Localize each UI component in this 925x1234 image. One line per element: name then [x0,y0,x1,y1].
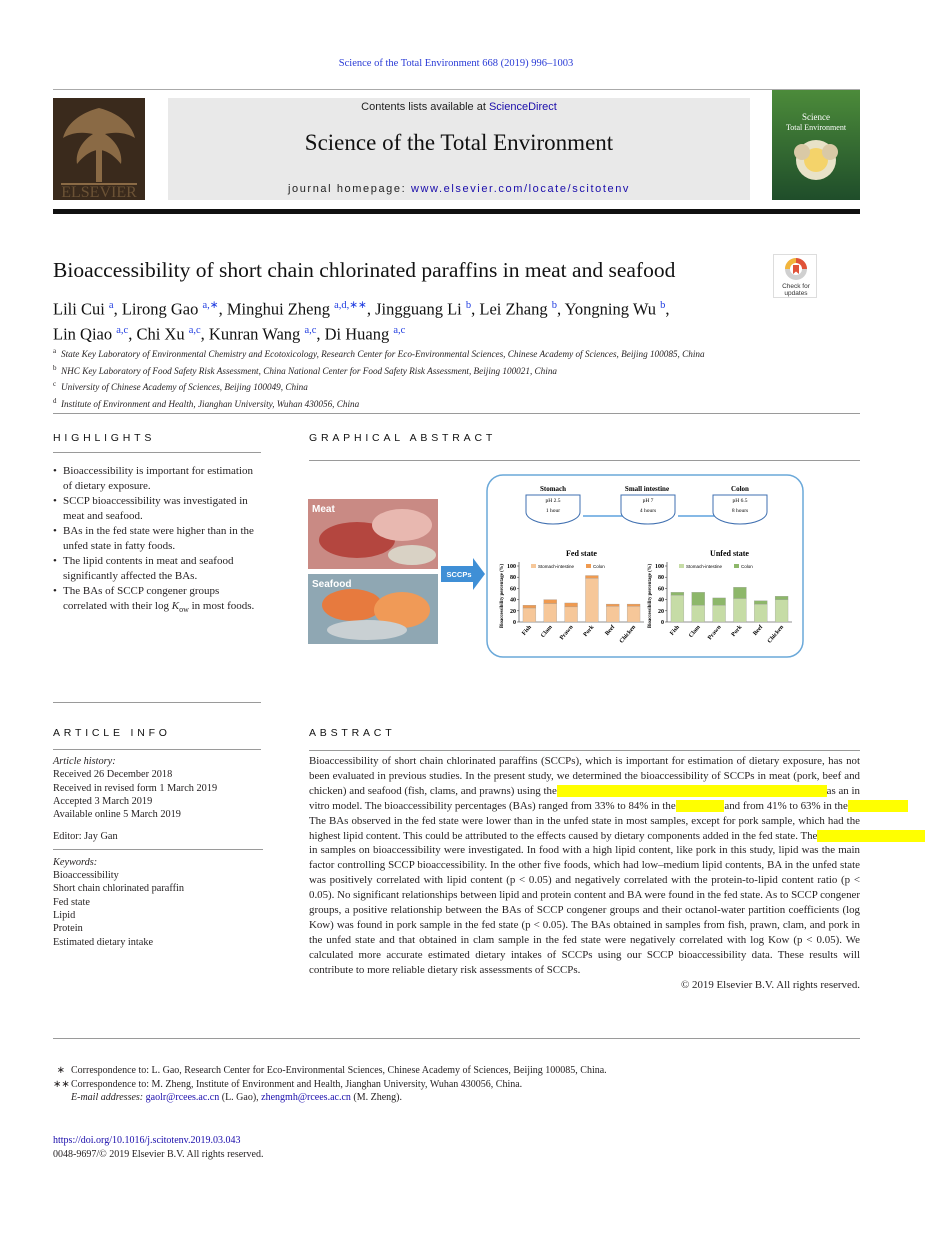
affiliation [53,378,853,395]
bar-segment [585,578,598,622]
keyword: Lipid [53,909,76,921]
y-tick-label: 80 [510,575,516,582]
x-tick-label: Fish [521,624,533,637]
contents-line: Contents lists available at ScienceDirect [361,101,557,113]
x-tick-label: Prawn [707,624,723,642]
y-tick-label: 60 [510,586,516,593]
bar-segment [692,592,705,605]
x-tick-label: Prawn [559,624,575,642]
bar-segment [775,596,788,599]
stage-name: Small intestine [624,485,670,493]
y-tick-label: 60 [658,586,664,593]
author-affiliation-marker[interactable]: a,d,∗∗ [334,300,367,311]
keyword: Protein [53,923,83,935]
x-tick-label: Beef [604,624,617,637]
editor-line: Editor: Jay Gan [53,831,118,843]
author-list: Lili Cui $^a$, Lirong Gao $^{a,∗}$, Minghui Zheng $^{a,d,∗∗}$, Jingguang Li $^b$, Lei Zhang $^b$, Yongning Wu $^b$, Lin Qiao $^{a,c}$, Chi Xu $^{a,c}$, Kunran Wang $^{a,c}$, Di Huang $^{a,c}$ [53,299,670,343]
legend-label: Colon [593,564,605,569]
history-item: Received 26 December 2018 [53,769,173,781]
homepage-link[interactable]: www.elsevier.com/locate/scitotenv [410,183,631,195]
stage-time: 8 hours [731,508,749,514]
x-tick-label: Fish [669,624,681,637]
y-tick-label: 100 [507,564,516,570]
stage-ph: pH 2.5 [545,498,561,504]
author-name[interactable]: Di Huang [324,324,390,343]
email-link-gao[interactable]: gaolr@rcees.ac.cn [145,1092,220,1103]
bar-segment [523,605,536,608]
footnote-rule [53,1038,860,1039]
history-item: Received in revised form 1 March 2019 [53,782,218,794]
keyword: Short chain chlorinated paraffin [53,883,185,895]
author-affiliation-marker[interactable]: a,c [188,324,201,336]
x-tick-label: Pork [730,624,744,638]
author-name[interactable]: Jingguang Li [375,299,462,319]
highlight-redaction [848,800,908,812]
y-axis-label: Bioaccessibility percentage (%) [648,563,653,629]
history-label: Article history: [53,756,116,767]
stage-ph: pH 6.5 [732,498,748,504]
homepage-line: journal homepage: www.elsevier.com/locate/scitotenv [287,183,631,195]
journal-header [168,98,750,200]
keyword: Estimated dietary intake [53,936,154,948]
publisher-logo-text: ELSEVIER [61,184,137,200]
legend-swatch [531,564,536,568]
x-tick-label: Chicken [766,624,786,645]
x-tick-label: Clam [540,624,554,640]
affiliation-text: State Key Laboratory of Environmental Chemistry and Ecotoxicology, Research Center for Eco-Environmental Sciences, Chinese Academy of Sciences, Beijing 100085, China [61,349,705,360]
highlight-item: • SCCP bioaccessibility was investigated in meat and seafood. [53,494,263,524]
check-for-updates-badge[interactable] [773,254,817,298]
author-affiliation-marker[interactable]: b [551,300,557,311]
highlight-item: • Bioaccessibility is important for estimation of dietary exposure. [53,464,263,494]
highlight-item: • BAs in the fed state were higher than in the unfed state in fatty foods. [53,524,263,554]
bar-segment [627,606,640,622]
email-link-zheng[interactable]: zhengmh@rcees.ac.cn [261,1092,351,1103]
doi-block [53,1134,263,1161]
affiliation-text: University of Chinese Academy of Sciences, Beijing 100049, China [61,382,308,393]
author-affiliation-marker[interactable]: b [660,300,666,311]
affiliation [53,345,853,362]
article-info-top-rule [53,702,261,703]
author-affiliation-marker[interactable]: a,c [393,324,406,336]
y-tick-label: 20 [658,608,664,615]
article-title: Bioaccessibility of short chain chlorinated paraffins in meat and seafood [53,258,676,282]
stage-name: Stomach [539,485,567,493]
footnote-corr2: ∗∗Correspondence to: M. Zheng, Institute of Environment and Health, Jianghan University, Wuhan 430056, China. [53,1078,523,1090]
author-affiliation-marker[interactable]: a [108,300,114,311]
sccps-arrow-label: SCCPs [446,570,472,579]
footnotes [53,1064,853,1105]
author-name[interactable]: Lili Cui [53,299,105,319]
bar-segment [713,605,726,622]
crossmark-icon [774,255,818,283]
meat-label: Meat [312,504,335,515]
abstract-rule [309,750,860,751]
y-tick-label: 80 [658,575,664,582]
bar-segment [523,608,536,622]
bar-segment [671,595,684,622]
author-name[interactable]: Lirong Gao [121,299,199,319]
highlights-heading: HIGHLIGHTS [53,432,156,444]
issn-line: 0048-9697/© 2019 Elsevier B.V. All rights reserved. [53,1148,264,1160]
graphical-abstract-figure [307,470,807,662]
history-item: Available online 5 March 2019 [53,809,181,821]
affiliation-marker: a [53,347,57,355]
bar-segment [733,587,746,598]
seafood-label: Seafood [312,579,352,590]
masthead-rule [53,209,860,214]
footnote-corr1: ∗ Correspondence to: L. Gao, Research Center for Eco-Environmental Sciences, Chinese Academy of Sciences, Beijing 100085, China. [56,1065,607,1076]
abstract-copyright: © 2019 Elsevier B.V. All rights reserved. [681,978,860,991]
highlight-redaction [817,830,925,842]
graphical-abstract-heading: GRAPHICAL ABSTRACT [309,432,497,444]
highlights-list [53,464,263,617]
stage-ph: pH 7 [642,498,654,504]
keyword: Bioaccessibility [53,870,119,882]
legend-label: Stomach-intestine [538,564,575,569]
bar-segment [713,598,726,605]
legend-label: Colon [741,564,753,569]
svg-text:Science: Science [802,112,830,122]
keyword: Fed state [53,896,90,908]
section-divider [53,413,860,414]
keywords-label: Keywords: [53,856,98,868]
legend-swatch [679,564,684,568]
bar-segment [692,605,705,622]
x-tick-label: Beef [752,624,765,637]
bar-segment [606,604,619,606]
bar-segment [565,607,578,622]
legend-swatch [734,564,739,568]
y-tick-label: 0 [513,620,516,626]
journal-cover-image [772,90,860,200]
y-tick-label: 40 [510,597,516,604]
highlight-item: • The BAs of SCCP congener groups correlated with their $\log K_{ow}$ in most foods. [53,584,263,617]
abstract-body: Bioaccessibility of short chain chlorinated paraffins (SCCPs), which is important for estimation of dietary exposure, has not been evaluated in previous studies. In the present study, we determined the bioaccessibility of SCCPs in meat (pork, beef and chicken) and seafood (fish, clams, and prawns) using the as an in vitro model. The bioaccessibility percentages (BAs) ranged from 33% to 84% in the and from 41% to 63% in the The BAs observed in the fed state were lower than in the unfed state in most samples, except for pork sample, which had the highest lipid content. This could be attributed to the effects caused by dietary components added in the fed state. The in samples on bioaccessibility were investigated. In food with a high lipid content, like pork in this study, lipid was the main factor controlling SCCP bioaccessibility. In the other five foods, which had low–medium lipid contents, BA in the unfed state was positively correlated with lipid content (p < 0.05) and negatively correlated with the protein-to-lipid content ratio (p < 0.05). No significant relationships between lipid and protein content and BA were found in the fed state. As to SCCP congener groups, a positive relationship between the BAs of SCCP congener groups and their octanol-water partition coefficients (log Kow) was found in pork sample in the fed state (p < 0.05). The BAs obtained in samples from fish, prawn, clam, and pork in the unfed state and that obtained in clam sample in the fed state were negatively correlated with log Kow (p < 0.05). We calculated more accurate estimated dietary intakes of SCCPs using our SCCP bioaccessibility data. These results will contribute to more reliable dietary risk assessments of SCCPs. © 2019 Elsevier B.V. All rights reserved. [309,754,860,993]
article-info-rule [53,749,261,750]
author-affiliation-marker[interactable]: b [465,300,472,311]
legend-label: Stomach-intestine [686,564,723,569]
y-tick-label: 40 [658,597,664,604]
chart-title: Fed state [566,549,597,558]
bar-segment [544,604,557,622]
bar-segment [544,600,557,604]
author-name[interactable]: Kunran Wang [208,324,301,343]
author-name[interactable]: Lin Qiao [53,324,113,343]
bar-segment [733,598,746,622]
graphical-abstract-rule [309,460,860,461]
author-affiliation-marker[interactable]: a,∗ [202,300,219,311]
affiliation [53,395,853,412]
abstract-heading: ABSTRACT [309,727,396,739]
history-item: Accepted 3 March 2019 [53,795,153,807]
author-name[interactable]: Lei Zhang [479,299,548,319]
affiliation-text: NHC Key Laboratory of Food Safety Risk Assessment, China National Center for Food Safety Risk Assessment, Beijing 100021, China [61,365,558,376]
sciencedirect-link[interactable]: ScienceDirect [488,101,557,113]
stage-name: Colon [731,485,749,493]
bar-segment [606,606,619,622]
x-tick-label: Chicken [618,624,638,645]
elsevier-logo [53,98,145,200]
svg-text:Total Environment: Total Environment [785,123,847,132]
y-tick-label: 0 [661,620,664,626]
check-for-updates-label: Check for updates [782,283,810,297]
affiliation-list [53,345,853,411]
bar-segment [754,604,767,622]
affiliation-marker: b [53,363,57,372]
affiliation-text: Institute of Environment and Health, Jianghan University, Wuhan 430056, China [61,398,360,409]
bar-segment [671,592,684,595]
x-tick-label: Clam [688,624,702,640]
journal-title: Science of the Total Environment [304,130,614,155]
masthead [53,89,860,201]
highlight-item: • The lipid contents in meat and seafood significantly affected the BAs. [53,554,263,584]
bar-segment [775,600,788,622]
author-name[interactable]: Minghui Zheng [226,299,330,319]
footnote-emails: E-mail addresses: gaolr@rcees.ac.cn (L. Gao), zhengmh@rcees.ac.cn (M. Zheng). [71,1092,402,1103]
y-tick-label: 100 [655,564,664,570]
keyword-list [53,869,263,949]
author-name[interactable]: Yongning Wu [564,299,656,319]
article-info-heading: ARTICLE INFO [53,727,171,739]
bar-segment [565,603,578,607]
y-axis-label: Bioaccessibility percentage (%) [500,563,505,629]
affiliation [53,362,853,379]
highlights-rule [53,452,261,453]
highlight-redaction [676,800,725,812]
legend-swatch [586,564,591,568]
journal-citation[interactable]: Science of the Total Environment 668 (2019) 996–1003 [338,58,574,69]
affiliation-marker: c [53,380,57,389]
author-name[interactable]: Chi Xu [136,324,185,343]
bar-segment [627,604,640,606]
affiliation-marker: d [53,396,57,405]
stage-time: 1 hour [545,508,561,514]
author-affiliation-marker[interactable]: a,c [116,324,129,336]
article-info [53,755,263,949]
bar-segment [754,601,767,604]
doi-link[interactable]: https://doi.org/10.1016/j.scitotenv.2019.03.043 [53,1135,241,1146]
history-list [53,768,263,821]
highlight-redaction [765,785,827,797]
chart-title: Unfed state [710,549,749,558]
y-tick-label: 20 [510,608,516,615]
highlight-redaction [557,785,765,797]
stage-small-intestine [621,485,675,524]
author-affiliation-marker[interactable]: a,c [304,324,317,336]
stage-time: 4 hours [639,508,657,514]
bar-segment [585,576,598,579]
x-tick-label: Pork [582,624,596,638]
